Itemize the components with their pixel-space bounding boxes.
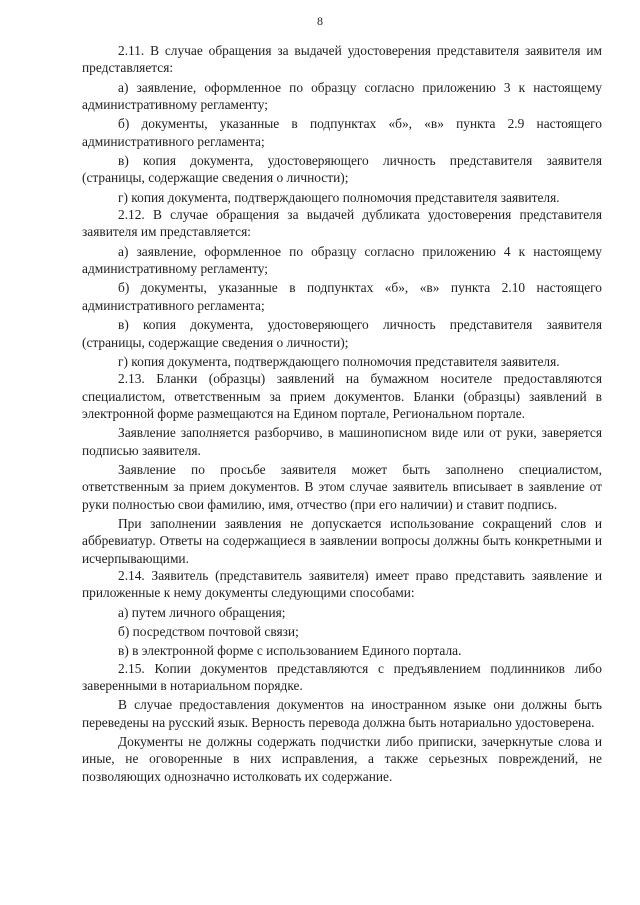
paragraph-2-12: 2.12. В случае обращения за выдачей дубликата удостоверения представителя заявителя им представляется: bbox=[82, 207, 602, 240]
paragraph-2-12-item-b: б) документы, указанные в подпунктах «б», «в» пункта 2.10 настоящего административного регламента; bbox=[82, 280, 602, 313]
paragraph-2-14: 2.14. Заявитель (представитель заявителя) имеет право представить заявление и приложенные к нему документы следующими способами: bbox=[82, 567, 602, 601]
paragraph-2-12-item-v: в) копия документа, удостоверяющего личность представителя заявителя (страницы, содержащие сведения о личности); bbox=[82, 317, 602, 350]
paragraph-2-13-filling: Заявление заполняется разборчиво, в машинописном виде или от руки, заверяется подписью заявителя. bbox=[82, 425, 602, 458]
paragraph-2-12-item-g: г) копия документа, подтверждающего полномочия представителя заявителя. bbox=[118, 353, 560, 369]
paragraph-2-15: 2.15. Копии документов представляются с предъявлением подлинников либо заверенными в нотариальном порядке. bbox=[82, 660, 602, 694]
paragraph-2-14-item-b: б) посредством почтовой связи; bbox=[118, 624, 299, 639]
paragraph-2-13-abbreviations: При заполнении заявления не допускается использование сокращений слов и аббревиатур. Ответы на содержащиеся в заявлении вопросы должны быть конкретными и исчерпывающими. bbox=[82, 515, 602, 566]
paragraph-2-15-translation: В случае предоставления документов на иностранном языке они должны быть переведены на русский язык. Верность перевода должна быть нотариально удостоверена. bbox=[82, 697, 602, 730]
paragraph-2-11: 2.11. В случае обращения за выдачей удостоверения представителя заявителя им представляется: bbox=[82, 43, 602, 76]
paragraph-2-14-item-a: а) путем личного обращения; bbox=[118, 604, 286, 620]
paragraph-2-11-item-b: б) документы, указанные в подпунктах «б», «в» пункта 2.9 настоящего административного регламента; bbox=[82, 116, 602, 149]
paragraph-2-15-damage: Документы не должны содержать подчистки либо приписки, зачеркнутые слова и иные, не оговоренные в них исправления, а также серьезных повреждений, не позволяющих однозначно истолковать их содержание. bbox=[82, 734, 602, 784]
paragraph-2-11-item-a: а) заявление, оформленное по образцу согласно приложению 3 к настоящему административному регламенту; bbox=[82, 79, 602, 113]
paragraph-2-11-item-v: в) копия документа, удостоверяющего личность представителя заявителя (страницы, содержащие сведения о личности); bbox=[82, 153, 602, 186]
page-number: 8 bbox=[317, 14, 323, 28]
paragraph-2-13: 2.13. Бланки (образцы) заявлений на бумажном носителе предоставляются специалистом, ответственным за прием документов. Бланки (образцы) заявлений в электронной форме размещаются на Едином портале, Региональном портале. bbox=[82, 371, 602, 421]
paragraph-2-12-item-a: а) заявление, оформленное по образцу согласно приложению 4 к настоящему административному регламенту; bbox=[82, 243, 602, 277]
document-body bbox=[82, 42, 602, 785]
paragraph-2-14-item-v: в) в электронной форме с использованием Единого портала. bbox=[118, 643, 462, 659]
paragraph-2-11-item-g: г) копия документа, подтверждающего полномочия представителя заявителя. bbox=[118, 189, 560, 205]
paragraph-2-13-specialist: Заявление по просьбе заявителя может быть заполнено специалистом, ответственным за прием документов. В этом случае заявитель вписывает в заявление от руки полностью свои фамилию, имя, отчество (при его наличии) и ставит подпись. bbox=[82, 461, 602, 512]
